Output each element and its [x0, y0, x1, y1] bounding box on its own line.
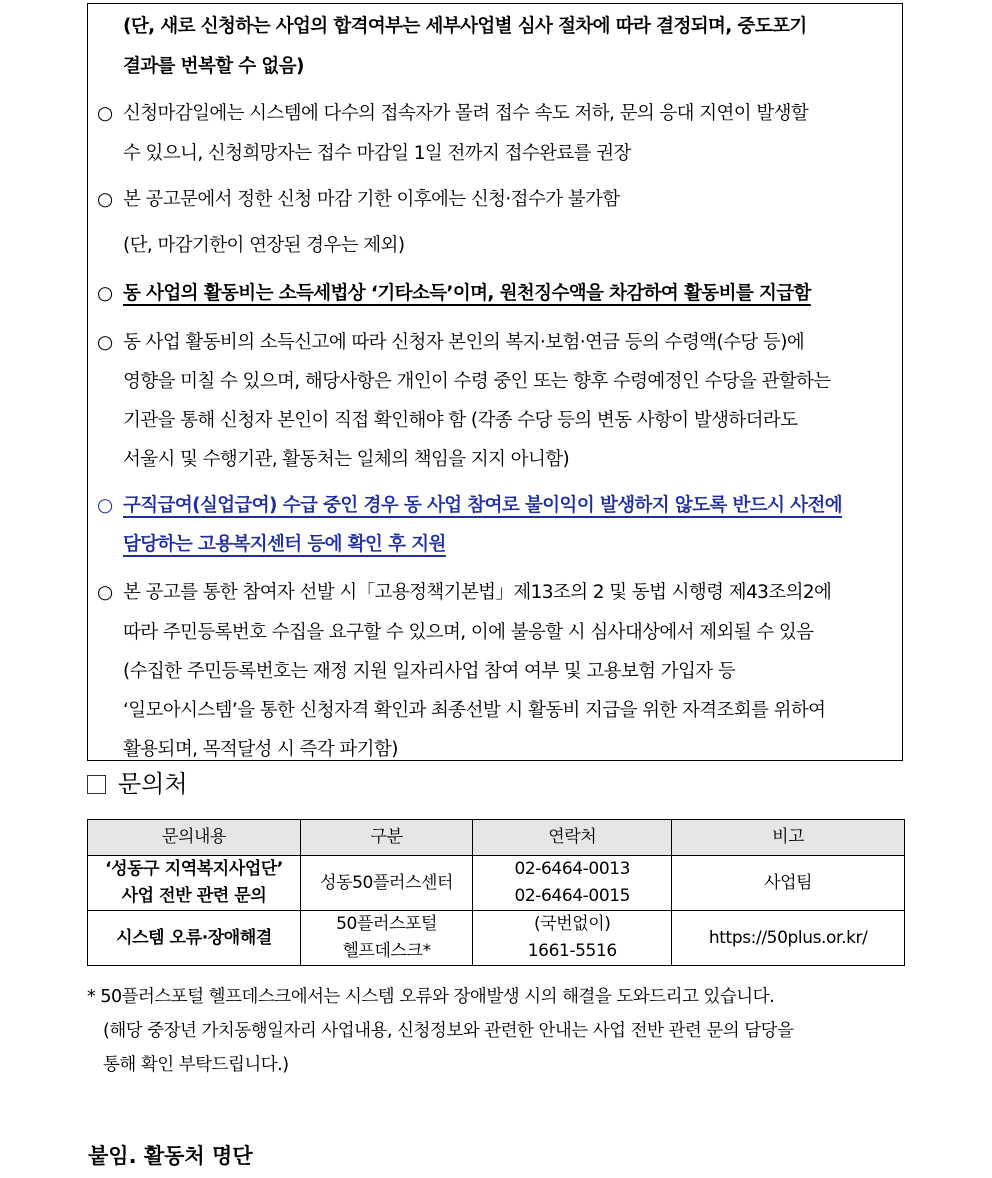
cell-note: 사업팀: [672, 856, 905, 911]
cell-division: 50플러스포털 헬프데스크*: [300, 911, 472, 966]
cell-note-url[interactable]: https://50plus.or.kr/: [672, 911, 905, 966]
notice-item: ○ 본 공고를 통한 참여자 선발 시「고용정책기본법」제13조의 2 및 동법 시행령 제43조의2에: [97, 582, 832, 603]
column-header-inquiry: 문의내용: [88, 820, 301, 856]
notice-item-highlight: ○ 구직급여(실업급여) 수급 중인 경우 동 사업 참여로 불이익이 발생하지 않도록 반드시 사전에: [97, 495, 842, 516]
footnote-line: (해당 중장년 가치동행일자리 사업내용, 신청정보와 관련한 안내는 사업 전반 관련 문의 담당을: [103, 1021, 794, 1041]
circle-bullet-icon: ○: [97, 582, 113, 603]
section-heading-contact: 문의처: [87, 764, 188, 799]
column-header-contact: 연락처: [473, 820, 672, 856]
notice-line: (단, 마감기한이 연장된 경우는 제외): [123, 235, 405, 256]
notice-line: 서울시 및 수행기관, 활동처는 일체의 책임을 지지 아니함): [123, 449, 570, 470]
circle-bullet-icon: ○: [97, 495, 113, 516]
notice-item: ○ 신청마감일에는 시스템에 다수의 접속자가 몰려 접수 속도 저하, 문의 응대 지연이 발생할: [97, 103, 809, 124]
notice-line: 수 있으니, 신청희망자는 접수 마감일 1일 전까지 접수완료를 권장: [123, 143, 631, 164]
notice-line: (수집한 주민등록번호는 재정 지원 일자리사업 참여 여부 및 고용보험 가입자 등: [123, 661, 736, 682]
notice-item-emphasis: ○ 동 사업의 활동비는 소득세법상 ‘기타소득’이며, 원천징수액을 차감하여 활동비를 지급함: [97, 283, 811, 304]
notice-line: 활용되며, 목적달성 시 즉각 파기함): [123, 739, 398, 760]
cell-contact: 02-6464-0013 02-6464-0015: [473, 856, 672, 911]
notice-line: 따라 주민등록번호 수집을 요구할 수 있으며, 이에 불응할 시 심사대상에서 제외될 수 있음: [123, 622, 814, 643]
column-header-note: 비고: [672, 820, 905, 856]
cell-division: 성동50플러스센터: [300, 856, 472, 911]
square-bullet-icon: [87, 775, 106, 794]
contact-table: [87, 819, 905, 966]
notice-line: 기관을 통해 신청자 본인이 직접 확인해야 함 (각종 수당 등의 변동 사항이 발생하더라도: [123, 410, 798, 431]
circle-bullet-icon: ○: [97, 283, 113, 304]
circle-bullet-icon: ○: [97, 189, 113, 210]
notice-line: 영향을 미칠 수 있으며, 해당사항은 개인이 수령 중인 또는 향후 수령예정인 수당을 관할하는: [123, 371, 831, 392]
column-header-division: 구분: [300, 820, 472, 856]
notice-line-highlight: 담당하는 고용복지센터 등에 확인 후 지원: [123, 534, 446, 555]
footnote-line: * 50플러스포털 헬프데스크에서는 시스템 오류와 장애발생 시의 해결을 도와드리고 있습니다.: [87, 987, 775, 1007]
cell-contact: (국번없이) 1661-5516: [473, 911, 672, 966]
notice-line: (단, 새로 신청하는 사업의 합격여부는 세부사업별 심사 절차에 따라 결정되며, 중도포기: [123, 16, 807, 37]
table-row: [88, 856, 905, 911]
notice-item: ○ 동 사업 활동비의 소득신고에 따라 신청자 본인의 복지·보험·연금 등의 수령액(수당 등)에: [97, 332, 805, 353]
notice-item: ○ 본 공고문에서 정한 신청 마감 기한 이후에는 신청·접수가 불가함: [97, 189, 620, 210]
circle-bullet-icon: ○: [97, 332, 113, 353]
cell-inquiry: ‘성동구 지역복지사업단’ 사업 전반 관련 문의: [88, 856, 301, 911]
table-header-row: [88, 820, 905, 856]
table-row: [88, 911, 905, 966]
cell-inquiry: 시스템 오류·장애해결: [88, 911, 301, 966]
notice-line: 결과를 번복할 수 없음): [123, 56, 304, 77]
footnote-line: 통해 확인 부탁드립니다.): [103, 1055, 289, 1075]
circle-bullet-icon: ○: [97, 103, 113, 124]
notice-line: ‘일모아시스템’을 통한 신청자격 확인과 최종선발 시 활동비 지급을 위한 자격조회를 위하여: [123, 700, 826, 721]
attachment-title: 붙임. 활동처 명단: [88, 1144, 253, 1168]
